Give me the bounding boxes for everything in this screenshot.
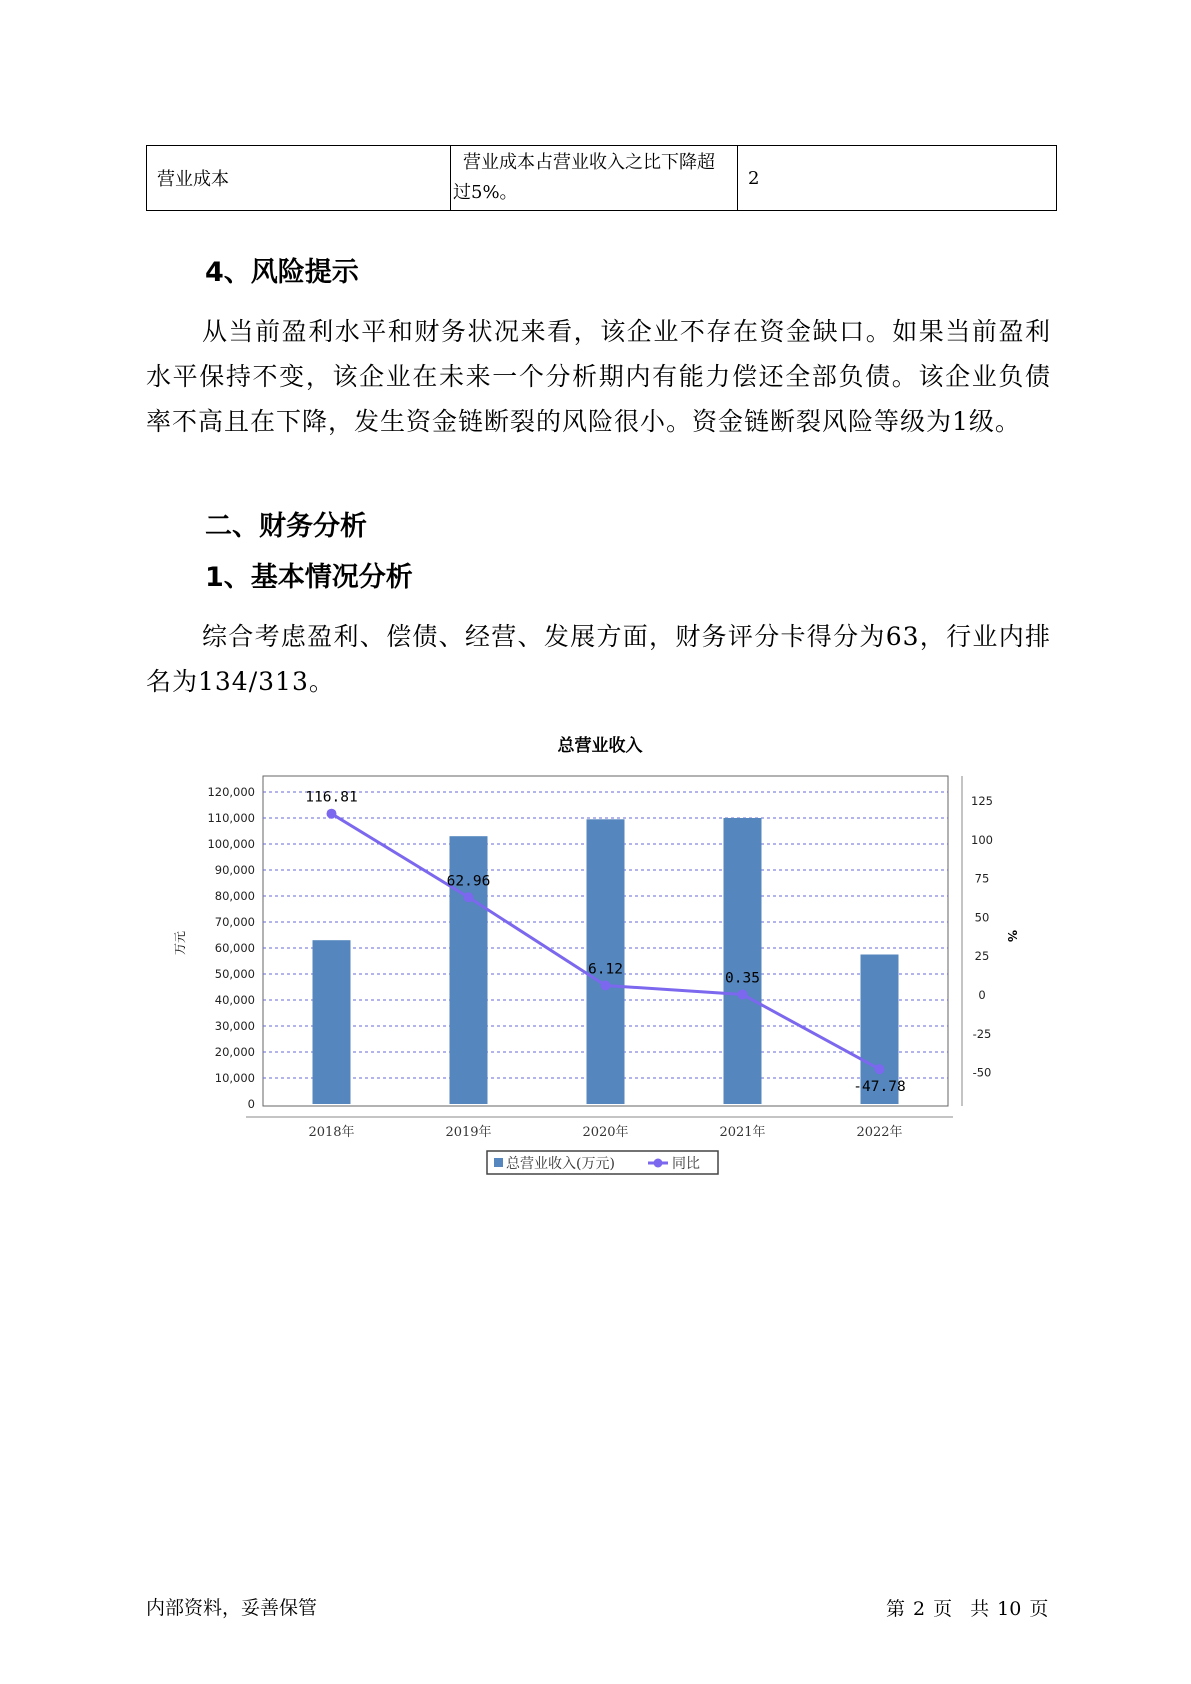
y-right-tick-label: 50 — [974, 910, 990, 925]
yoy-point — [738, 989, 748, 999]
footer-page-num: 2 — [913, 1598, 926, 1620]
y-left-tick-label: 70,000 — [214, 915, 255, 929]
legend-line-marker — [654, 1159, 663, 1168]
table-cell-score: 2 — [738, 146, 1057, 211]
data-label: 116.81 — [305, 789, 358, 806]
condition-line-1: 营业成本占营业收入之比下降超 — [463, 152, 715, 173]
data-label: 62.96 — [446, 873, 491, 890]
y-right-tick-label: -25 — [972, 1026, 992, 1041]
x-tick-label: 2022年 — [856, 1125, 903, 1140]
data-label: 6.12 — [588, 961, 623, 978]
y-right-tick-label: -50 — [972, 1065, 992, 1080]
y-left-tick-label: 20,000 — [214, 1045, 255, 1059]
footer-total-prefix: 共 — [970, 1598, 990, 1620]
x-tick-label: 2019年 — [445, 1125, 492, 1140]
y-right-tick-label: 100 — [971, 832, 993, 847]
y-left-tick-label: 30,000 — [214, 1019, 255, 1033]
y-left-tick-label: 90,000 — [214, 863, 255, 877]
data-label: -47.78 — [853, 1079, 906, 1096]
footer-page-number — [886, 1594, 1056, 1621]
data-label: 0.35 — [725, 970, 760, 987]
legend-bar-label: 总营业收入(万元) — [506, 1156, 615, 1172]
footer-total-word: 页 — [1029, 1598, 1049, 1620]
criteria-table — [146, 145, 1057, 211]
y-left-tick-label: 120,000 — [207, 785, 255, 799]
table-cell-item: 营业成本 — [147, 146, 451, 211]
y-left-tick-label: 50,000 — [214, 967, 255, 981]
y-right-axis-label: % — [1005, 929, 1019, 943]
y-left-tick-label: 0 — [247, 1097, 255, 1111]
footer-page-prefix: 第 — [886, 1598, 906, 1620]
y-left-tick-label: 110,000 — [207, 811, 255, 825]
finance-heading: 二、财务分析 — [205, 511, 367, 542]
risk-heading: 4、风险提示 — [205, 257, 359, 288]
x-tick-label: 2018年 — [308, 1125, 355, 1140]
y-right-tick-label: 125 — [971, 794, 993, 808]
x-tick-label: 2020年 — [582, 1125, 629, 1140]
y-left-tick-label: 40,000 — [214, 993, 255, 1007]
condition-line-2: 过5%。 — [453, 182, 518, 203]
yoy-point — [875, 1064, 885, 1074]
y-right-tick-label: 25 — [974, 949, 990, 964]
footer-total-num: 10 — [997, 1598, 1022, 1620]
risk-paragraph: 从当前盈利水平和财务状况来看，该企业不存在资金缺口。如果当前盈利水平保持不变，该企业在未来一个分析期内有能力偿还全部负债。该企业负债率不高且在下降，发生资金链断裂的风险很小。资金链断裂风险等级为1级。 — [146, 317, 1051, 436]
x-tick-label: 2021年 — [719, 1125, 766, 1140]
revenue-chart — [170, 728, 1030, 1188]
basic-analysis-heading: 1、基本情况分析 — [205, 562, 413, 593]
basic-analysis-paragraph: 综合考虑盈利、偿债、经营、发展方面，财务评分卡得分为63，行业内排名为134/313。 — [146, 622, 1051, 696]
legend-line-label: 同比 — [672, 1156, 700, 1172]
y-left-axis-label: 万元 — [173, 930, 187, 956]
table-cell-condition — [451, 146, 738, 211]
y-left-tick-label: 80,000 — [214, 889, 255, 903]
table-row — [147, 146, 1057, 211]
yoy-point — [464, 892, 474, 902]
bar — [724, 818, 762, 1104]
footer-page-word: 页 — [933, 1598, 953, 1620]
bar — [313, 940, 351, 1104]
y-left-tick-label: 60,000 — [214, 941, 255, 955]
y-right-tick-label: 75 — [974, 871, 990, 886]
y-left-tick-label: 100,000 — [207, 837, 255, 851]
yoy-point — [601, 981, 611, 991]
legend-bar-swatch — [494, 1158, 503, 1167]
chart-title: 总营业收入 — [557, 736, 643, 756]
y-left-tick-label: 10,000 — [214, 1071, 255, 1085]
footer-confidential: 内部资料，妥善保管 — [146, 1597, 318, 1619]
yoy-point — [327, 809, 337, 819]
y-right-tick-label: 0 — [978, 988, 986, 1002]
